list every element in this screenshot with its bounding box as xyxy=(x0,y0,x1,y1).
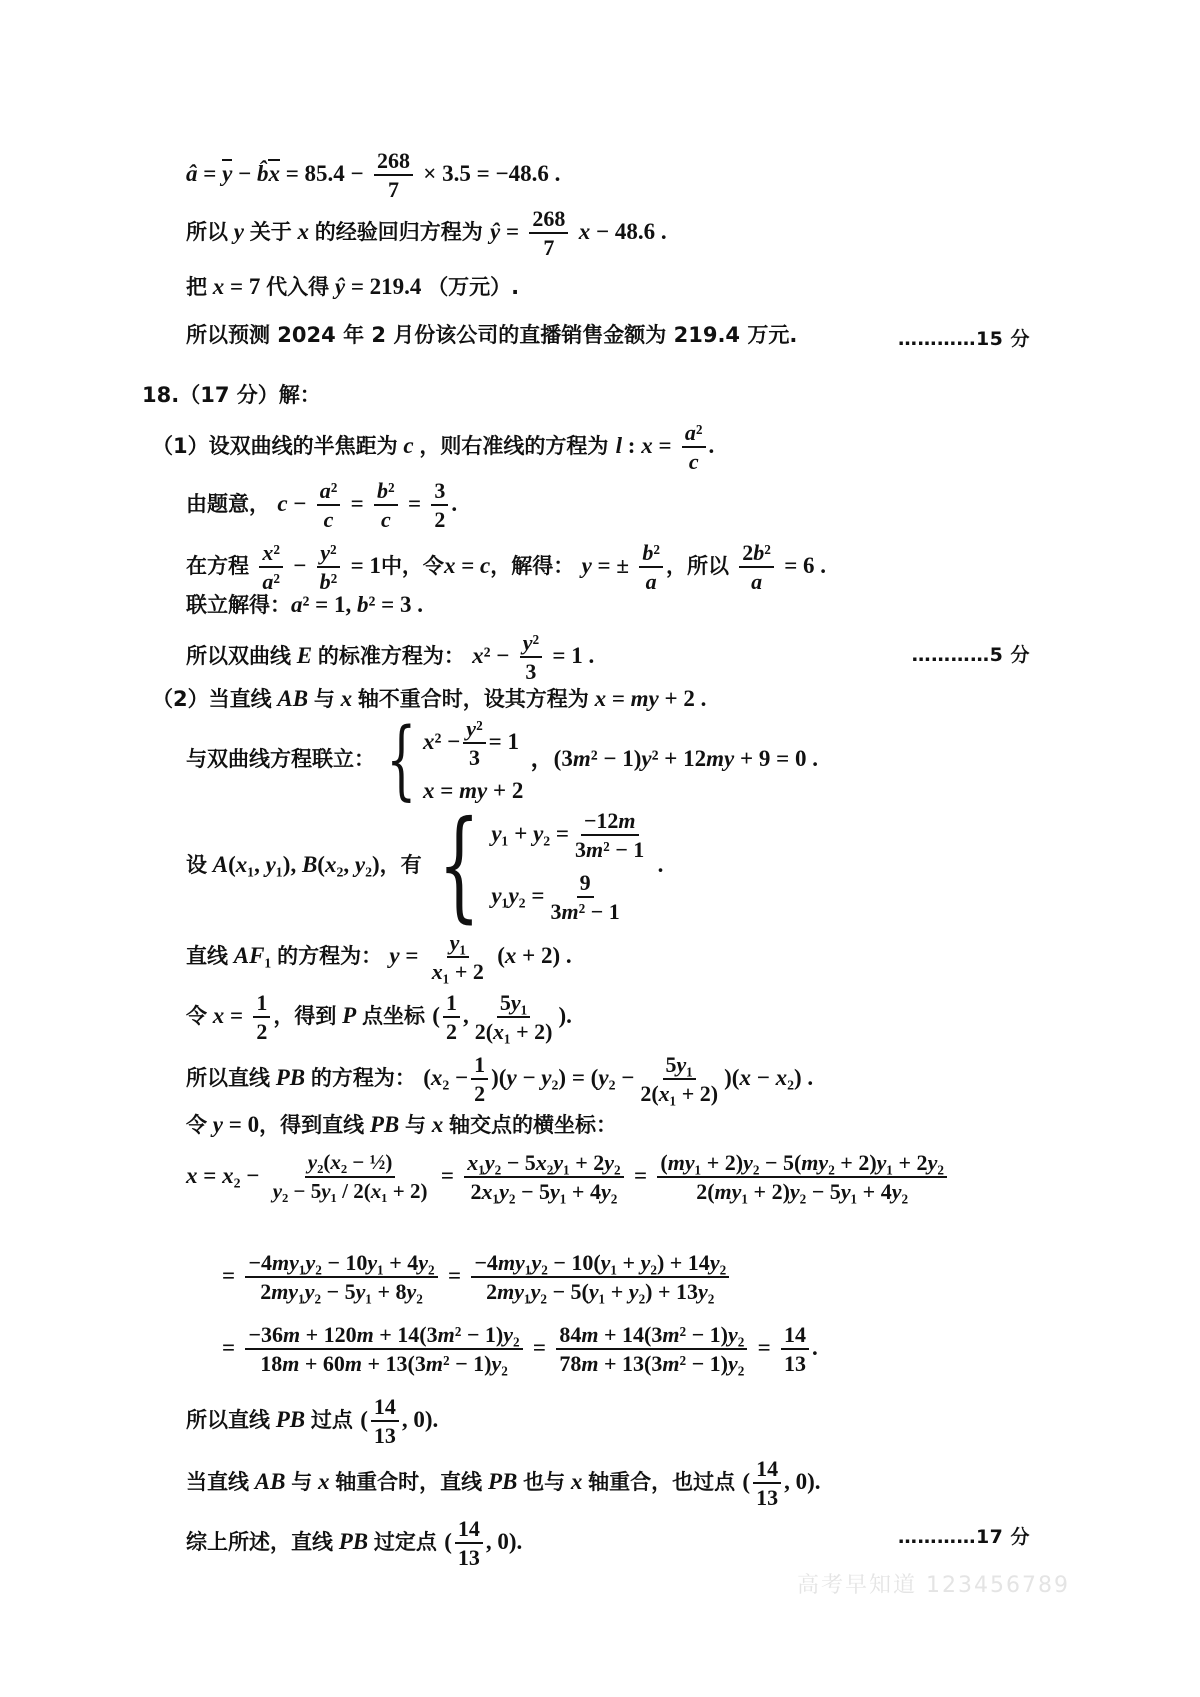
part2-line3: 设 A(x₁, y₁), B(x₂, y₂)，有 { y₁ + y₂ = $\frac{-12m}{\text{3m² − 1}}$ y₁y₂ = $\frac{9}{\text{3m² − 1}}$ . xyxy=(186,796,664,935)
part2-line8: 所以直线 PB 过点 ( $\frac{14}{13}$ , 0). xyxy=(186,1394,439,1448)
part2-line2: 与双曲线方程联立： { x² − $\frac{\text{y²}}{3}$ = 1 x = my + 2 ，(3m² − 1)y² + 12my + 9 = 0 . xyxy=(186,710,818,810)
score-5: …………5 分 xyxy=(911,644,1030,666)
score-17: …………17 分 xyxy=(897,1526,1030,1548)
part1-line5: 所以双曲线 E 的标准方程为： x² − $\frac{\text{y²}}{3}$ = 1 . xyxy=(186,630,595,684)
part2-line9: 当直线 AB 与 x 轴重合时，直线 PB 也与 x 轴重合，也过点 ( $\frac{14}{13}$ , 0). xyxy=(186,1456,821,1510)
part2-line4: 直线 AF₁ 的方程为： y = $\frac{\text{y₁}}{\text{x₁ + 2}}$ (x + 2) . xyxy=(186,930,572,984)
part2-line7: 令 y = 0，得到直线 PB 与 x 轴交点的横坐标： xyxy=(186,1112,617,1137)
intercept-equation: â = y − b̂x = 85.4 − $\frac{268}{7}$ × 3.5 = −48.6 . xyxy=(186,148,561,202)
watermark: 高考早知道 123456789 xyxy=(797,1573,1070,1598)
part1-line1: （1）设双曲线的半焦距为 c ，则右准线的方程为 l : x = $\frac{\text{a²}}{c}$ . xyxy=(152,420,715,474)
part1-line3: 在方程 $\frac{\text{x²}}{\text{a²}}$ − $\frac{\text{y²}}{\text{b²}}$ = 1中，令x = c，解得： y = ± $\frac{\text{b²}}{a}$ ，所以 $\frac{\text{2b²}}{a}$ = 6 . xyxy=(186,540,827,594)
part1-line2: 由题意， c − $\frac{\text{a²}}{c}$ = $\frac{\text{b²}}{c}$ = $\frac{3}{2}$ . xyxy=(186,478,458,532)
substitute-line: 把 x = 7 代入得 ŷ = 219.4 （万元）. xyxy=(186,274,520,299)
part2-line10: 综上所述，直线 PB 过定点 ( $\frac{14}{13}$ , 0). xyxy=(186,1516,523,1570)
derivation-line-3: = $\frac{\text{−36m + 120m + 14(3m² − 1)y₂}}{\text{18m + 60m + 13(3m² − 1)y₂}}$ = $\frac{\text{84m + 14(3m² − 1)y₂}}{\text{78m + 13(3m² − 1)y₂}}$ = $\frac{14}{13}$ . xyxy=(222,1322,818,1376)
part2-line1: （2）当直线 AB 与 x 轴不重合时，设其方程为 x = my + 2 . xyxy=(152,686,707,711)
part1-line4: 联立解得：a² = 1, b² = 3 . xyxy=(186,592,424,617)
derivation-line-2: = $\frac{\text{−4my₁y₂ − 10y₁ + 4y₂}}{\text{2my₁y₂ − 5y₁ + 8y₂}}$ = $\frac{\text{−4my₁y₂ − 10(y₁ + y₂) + 14y₂}}{\text{2my₁y₂ − 5(y₁ + y₂) + 13y₂}}$ xyxy=(222,1250,732,1304)
regression-equation-line: 所以 y 关于 x 的经验回归方程为 ŷ = $\frac{268}{7}$ x − 48.6 . xyxy=(186,206,667,260)
derivation-line-1: x = x₂ − $\frac{\text{y₂(x₂ − ½)}}{\text{y₂ − 5y₁ / 2(x₁ + 2)}}$ = $\frac{\text{x₁y₂ − 5x₂y₁ + 2y₂}}{\text{2x₁y₂ − 5y₁ + 4y₂}}$ = $\frac{\text{(my₁ + 2)y₂ − 5(my₂ + 2)y₁ + 2y₂}}{\text{2(my₁ + 2)y₂ − 5y₁ + 4y₂}}$ xyxy=(186,1150,950,1204)
part2-line5: 令 x = $\frac{1}{2}$ ，得到 P 点坐标 ( $\frac{1}{2}$ , $\frac{\text{5y₁}}{\text{2(x₁ + 2)}}$ ). xyxy=(186,990,572,1044)
problem-18-header: 18.（17 分）解： xyxy=(142,383,321,407)
prediction-line: 所以预测 2024 年 2 月份该公司的直播销售金额为 219.4 万元. xyxy=(186,323,798,347)
score-15: …………15 分 xyxy=(897,328,1030,350)
part2-line6: 所以直线 PB 的方程为： (x₂ − $\frac{1}{2}$ )(y − y₂) = (y₂ − $\frac{\text{5y₁}}{\text{2(x₁ + 2)}}$ )(x − x₂) . xyxy=(186,1052,814,1106)
